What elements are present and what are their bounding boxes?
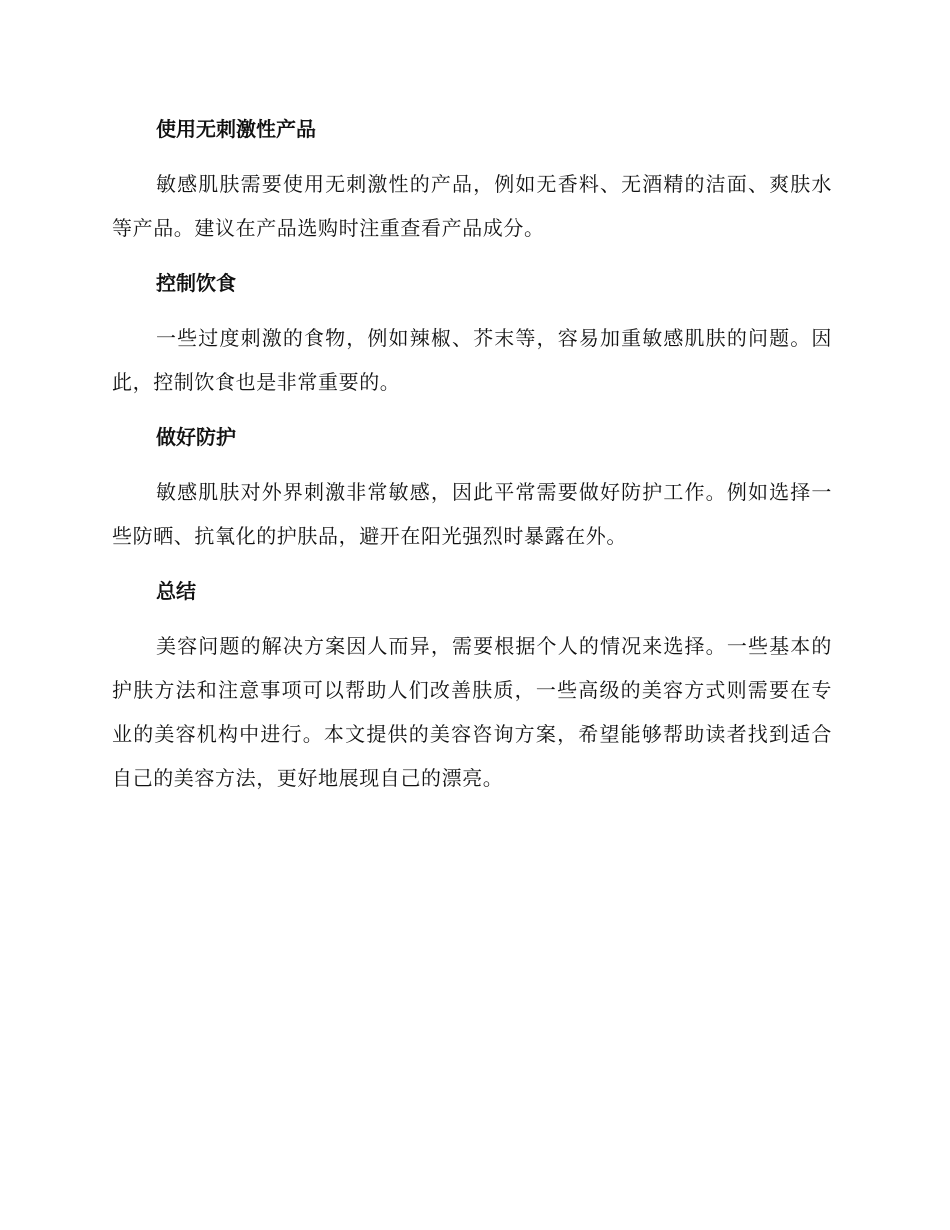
section-summary <box>112 574 832 800</box>
section-heading: 控制饮食 <box>156 271 236 295</box>
section-use-non-irritating-products <box>112 112 832 250</box>
section-protection <box>112 420 832 558</box>
section-paragraph: 敏感肌肤需要使用无刺激性的产品，例如无香料、无酒精的洁面、爽肤水等产品。建议在产品选购时注重查看产品成分。 <box>112 172 832 240</box>
section-paragraph: 敏感肌肤对外界刺激非常敏感，因此平常需要做好防护工作。例如选择一些防晒、抗氧化的护肤品，避开在阳光强烈时暴露在外。 <box>112 480 832 548</box>
document-page <box>112 112 832 816</box>
section-control-diet <box>112 266 832 404</box>
section-heading: 总结 <box>156 579 196 603</box>
section-paragraph: 美容问题的解决方案因人而异，需要根据个人的情况来选择。一些基本的护肤方法和注意事项可以帮助人们改善肤质，一些高级的美容方式则需要在专业的美容机构中进行。本文提供的美容咨询方案，希望能够帮助读者找到适合自己的美容方法，更好地展现自己的漂亮。 <box>112 634 832 790</box>
section-heading: 做好防护 <box>156 425 236 449</box>
section-paragraph: 一些过度刺激的食物，例如辣椒、芥末等，容易加重敏感肌肤的问题。因此，控制饮食也是非常重要的。 <box>112 326 832 394</box>
section-heading: 使用无刺激性产品 <box>156 117 316 141</box>
